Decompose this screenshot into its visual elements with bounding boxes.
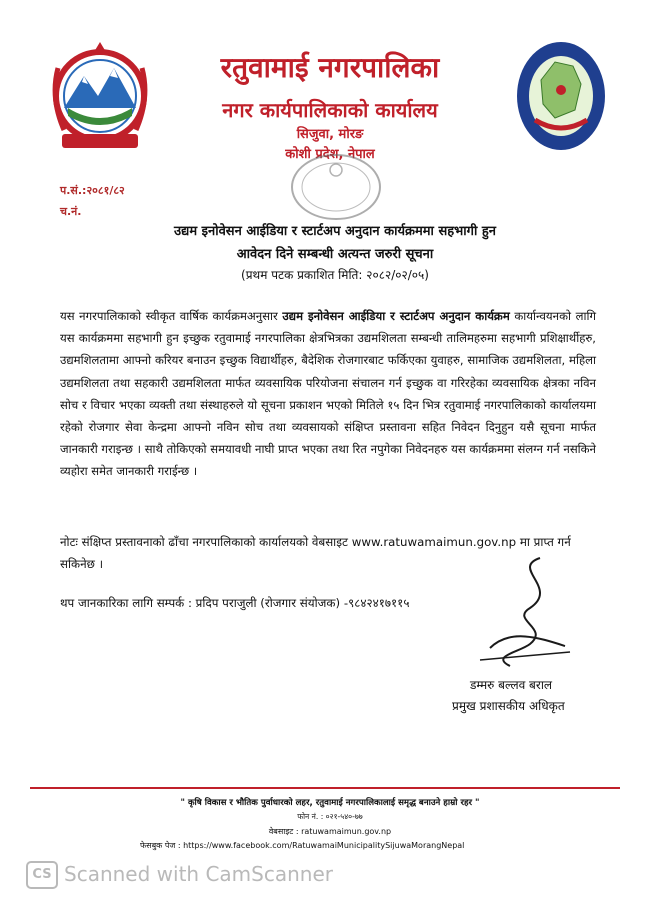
notice-body-intro: यस नगरपालिकाको स्वीकृत वार्षिक कार्यक्रमअनुसार bbox=[60, 309, 283, 323]
address-line-2: कोशी प्रदेश, नेपाल bbox=[285, 147, 375, 162]
reference-number: प.सं.:२०८१/८२ bbox=[60, 184, 125, 197]
notice-publish-date: (प्रथम पटक प्रकाशित मिति: २०८२/०२/०५) bbox=[241, 268, 429, 282]
program-name: उद्यम इनोवेसन आईडिया र स्टार्टअप अनुदान कार्यक्रम bbox=[282, 309, 510, 323]
signatory-name: डम्मरु बल्लव बराल bbox=[470, 678, 553, 692]
signatory-role: प्रमुख प्रशासकीय अधिकृत bbox=[452, 699, 565, 713]
footer-slogan: " कृषि विकास र भौतिक पुर्वाधारको लहर, रतुवामाई नगरपालिकालाई समृद्ध बनाउने हाम्रो रहर " bbox=[180, 798, 480, 808]
notice-body-rest: कार्यान्वयनको लागि यस कार्यक्रममा सहभागी हुन इच्छुक रतुवामाई नगरपालिका क्षेत्रभित्रका उद्यमशिलता सम्बन्धी तालिमहरुमा सहभागी प्रशिक्षार्थीहरु, उद्यमशिलतामा आफ्नो करियर बनाउन इच्छुक विद्यार्थीहरु, बैदेशिक रोजगारबाट फर्किएका युवाहरु, सामाजिक उद्यमशिलता, महिला उद्यमशिलता तथा सहकारी उद्यमशिलता मार्फत व्यवसायिक परियोजना संचालन गर्न इच्छुक वा गरिरहेका व्यवसायिक क्षेत्रका नविन सोच र विचार भएका व्यक्ती तथा संस्थाहरुले यो सूचना प्रकाशन भएको मितिले १५ दिन भित्र रतुवामाई नगरपालिकाको कार्यालयमा रहेको रोजगार सेवा केन्द्रमा आफ्नो नविन सोच तथा व्यवसायको संक्षिप्त प्रस्तावना सहित निवेदन दिनुहुन यसै सूचना मार्फत जानकारी गराइन्छ । साथै तोकिएको समयावधी नाघी प्राप्त भएका तथा रित नपुगेका निवेदनहरु यस कार्यक्रममा संलग्न गर्न नसकिने व्यहोरा समेत जानकारी गराईन्छ । bbox=[60, 309, 596, 479]
handwritten-signature bbox=[470, 548, 580, 678]
notice-body bbox=[60, 305, 596, 483]
proposal-format-note: नोटः संक्षिप्त प्रस्तावनाको ढाँचा नगरपालिकाको कार्यालयको वेबसाइट www.ratuwamaimun.gov.np मा प्राप्त गर्न सकिनेछ । bbox=[60, 535, 571, 571]
notice-title-line-2: आवेदन दिने सम्बन्धी अत्यन्त जरुरी सूचना bbox=[236, 247, 434, 262]
footer-phone: फोन नं. : ०२१-५४०-७७ bbox=[297, 812, 363, 821]
municipality-title: रतुवामाई नगरपालिका bbox=[220, 51, 440, 84]
footer-website: वेबसाइट : ratuwamaimun.gov.np bbox=[268, 827, 392, 836]
office-stamp bbox=[288, 152, 384, 222]
camscanner-icon: CS bbox=[26, 861, 58, 889]
municipality-seal-logo bbox=[515, 40, 607, 152]
footer-facebook: फेसबुक पेज : https://www.facebook.com/RatuwamaiMunicipalitySijuwaMorangNepal bbox=[140, 841, 465, 850]
footer-divider bbox=[30, 787, 620, 789]
dispatch-number: च.नं. bbox=[60, 205, 82, 218]
address-line-1: सिजुवा, मोरङ bbox=[296, 127, 364, 142]
nepal-emblem-logo bbox=[44, 38, 156, 156]
office-subtitle: नगर कार्यपालिकाको कार्यालय bbox=[222, 98, 438, 122]
notice-title-line-1: उद्यम इनोवेसन आईडिया र स्टार्टअप अनुदान कार्यक्रममा सहभागी हुन bbox=[174, 224, 496, 239]
camscanner-watermark: Scanned with CamScanner bbox=[64, 862, 333, 886]
contact-info: थप जानकारिका लागि सम्पर्क : प्रदिप पराजुली (रोजगार संयोजक) -९८४२४१७११५ bbox=[60, 596, 410, 610]
